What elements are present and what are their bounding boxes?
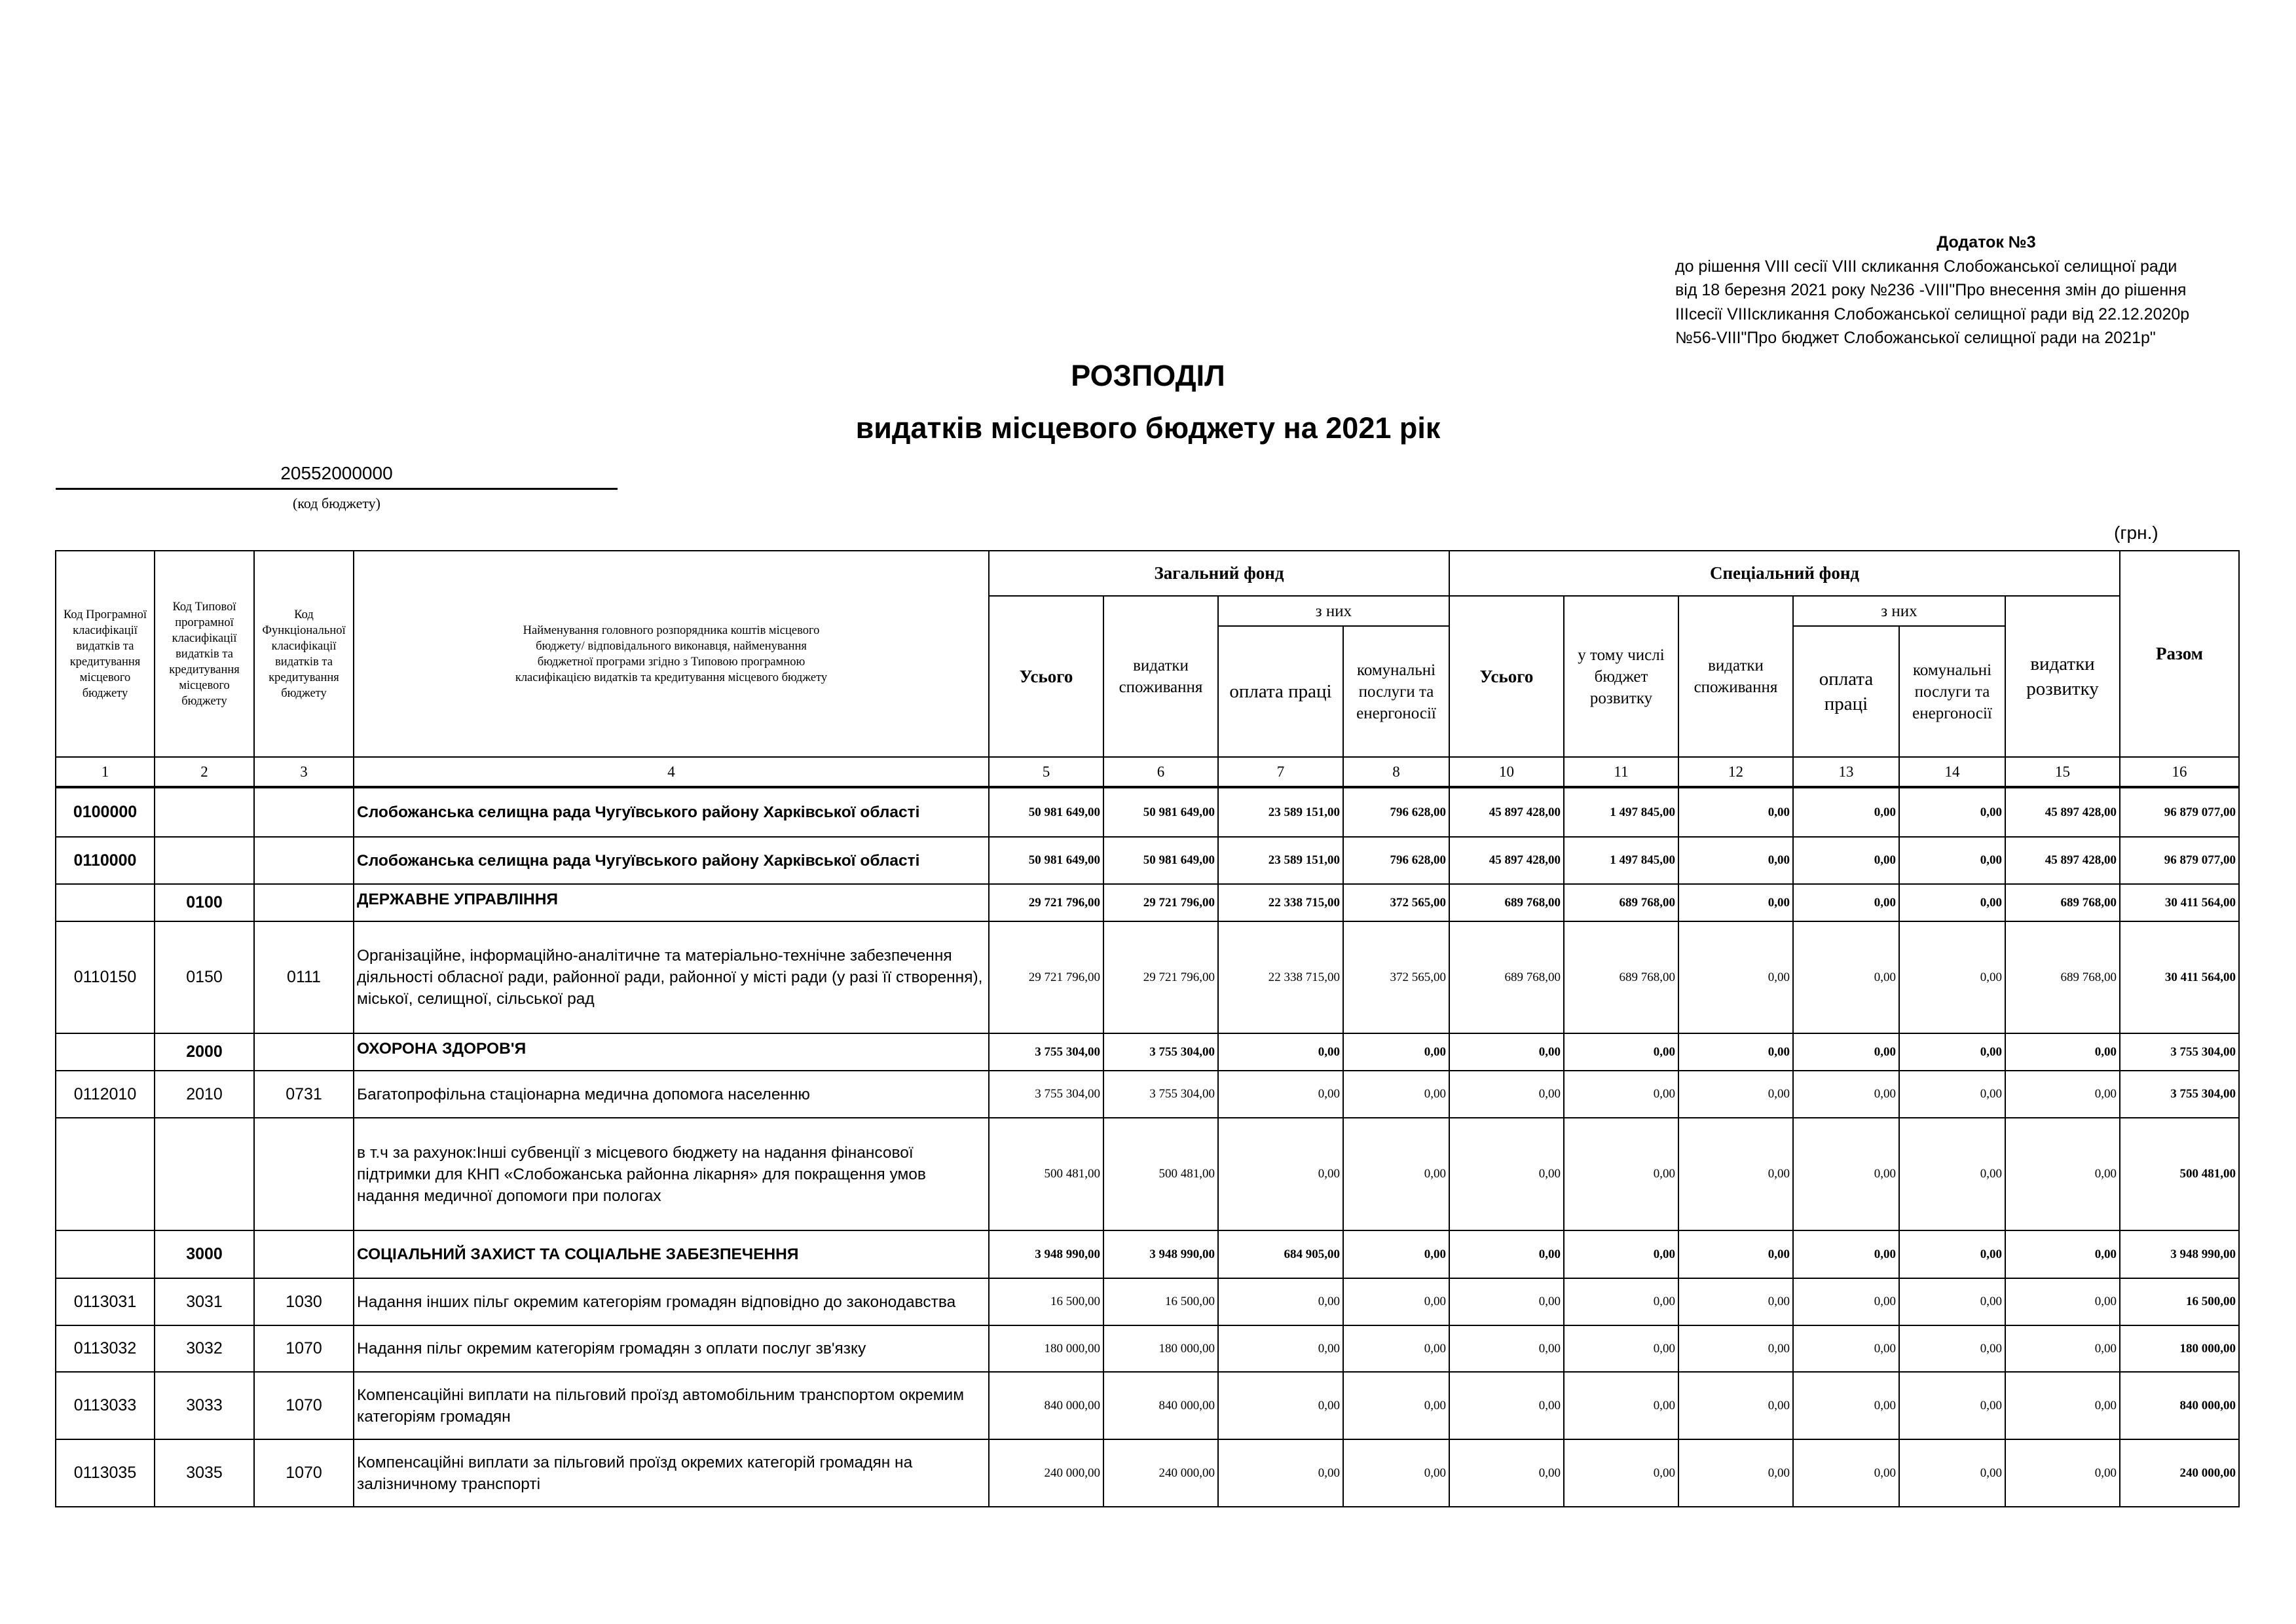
row-value: 689 768,00 bbox=[1564, 884, 1678, 921]
row-value: 0,00 bbox=[1343, 1325, 1449, 1372]
row-value: 0,00 bbox=[1793, 884, 1899, 921]
row-code-c2 bbox=[155, 1118, 254, 1230]
row-value: 0,00 bbox=[1899, 884, 2005, 921]
document-title: РОЗПОДІЛ bbox=[1071, 359, 1225, 392]
row-value: 45 897 428,00 bbox=[2005, 787, 2120, 837]
row-code-c3 bbox=[254, 1033, 354, 1071]
table-row bbox=[56, 884, 2239, 921]
row-code-c1: 0100000 bbox=[56, 787, 155, 837]
header-general-of-which: з них bbox=[1218, 596, 1449, 626]
row-value: 0,00 bbox=[2005, 1033, 2120, 1071]
row-value: 180 000,00 bbox=[1103, 1325, 1218, 1372]
row-code-c3 bbox=[254, 787, 354, 837]
row-value: 0,00 bbox=[1343, 1118, 1449, 1230]
row-value: 0,00 bbox=[1564, 1230, 1678, 1278]
header-special-total: Усього bbox=[1449, 596, 1564, 757]
row-name: Слобожанська селищна рада Чугуївського району Харківської області bbox=[354, 787, 989, 837]
row-code-c2: 3035 bbox=[155, 1439, 254, 1507]
row-value: 0,00 bbox=[1793, 1372, 1899, 1439]
header-special-budget-dev: у тому числі бюджет розвитку bbox=[1564, 596, 1678, 757]
row-value: 0,00 bbox=[1899, 1278, 2005, 1325]
row-value: 0,00 bbox=[1343, 1071, 1449, 1118]
row-total-value: 3 948 990,00 bbox=[2120, 1230, 2239, 1278]
table-row bbox=[56, 921, 2239, 1033]
row-value: 22 338 715,00 bbox=[1218, 921, 1343, 1033]
header-special-of-which: з них bbox=[1793, 596, 2005, 626]
row-value: 689 768,00 bbox=[1449, 921, 1564, 1033]
budget-table bbox=[55, 550, 2240, 1507]
table-row bbox=[56, 1325, 2239, 1372]
row-name: Слобожанська селищна рада Чугуївського району Харківської області bbox=[354, 837, 989, 884]
row-value: 0,00 bbox=[2005, 1278, 2120, 1325]
row-value: 16 500,00 bbox=[1103, 1278, 1218, 1325]
table-row bbox=[56, 1278, 2239, 1325]
row-value: 0,00 bbox=[1678, 787, 1793, 837]
row-value: 3 755 304,00 bbox=[989, 1071, 1103, 1118]
row-value: 0,00 bbox=[1218, 1325, 1343, 1372]
row-code-c1: 0113032 bbox=[56, 1325, 155, 1372]
row-value: 0,00 bbox=[1899, 1230, 2005, 1278]
row-code-c1: 0113031 bbox=[56, 1278, 155, 1325]
row-value: 0,00 bbox=[1564, 1071, 1678, 1118]
row-value: 29 721 796,00 bbox=[989, 884, 1103, 921]
row-total-value: 30 411 564,00 bbox=[2120, 921, 2239, 1033]
row-value: 684 905,00 bbox=[1218, 1230, 1343, 1278]
row-value: 0,00 bbox=[1678, 1278, 1793, 1325]
row-value: 1 497 845,00 bbox=[1564, 837, 1678, 884]
header-general-utilities: комунальні послуги та енергоносії bbox=[1343, 626, 1449, 757]
row-value: 0,00 bbox=[1564, 1439, 1678, 1507]
row-value: 0,00 bbox=[2005, 1439, 2120, 1507]
row-value: 840 000,00 bbox=[989, 1372, 1103, 1439]
row-value: 3 948 990,00 bbox=[1103, 1230, 1218, 1278]
row-value: 0,00 bbox=[2005, 1230, 2120, 1278]
row-value: 45 897 428,00 bbox=[2005, 837, 2120, 884]
row-value: 0,00 bbox=[1564, 1278, 1678, 1325]
row-value: 0,00 bbox=[1678, 837, 1793, 884]
header-general-total: Усього bbox=[989, 596, 1103, 757]
row-value: 0,00 bbox=[1218, 1033, 1343, 1071]
row-value: 23 589 151,00 bbox=[1218, 837, 1343, 884]
row-value: 45 897 428,00 bbox=[1449, 837, 1564, 884]
column-number: 12 bbox=[1678, 757, 1793, 787]
row-total-value: 3 755 304,00 bbox=[2120, 1033, 2239, 1071]
table-row bbox=[56, 787, 2239, 837]
row-value: 0,00 bbox=[1343, 1439, 1449, 1507]
header-special-consumption: видатки споживання bbox=[1678, 596, 1793, 757]
row-value: 0,00 bbox=[1793, 1118, 1899, 1230]
column-number: 14 bbox=[1899, 757, 2005, 787]
annex-line: №56-VIII"Про бюджет Слобожанської селищної ради на 2021р" bbox=[1675, 329, 2156, 347]
row-value: 372 565,00 bbox=[1343, 921, 1449, 1033]
row-total-value: 500 481,00 bbox=[2120, 1118, 2239, 1230]
column-number: 1 bbox=[56, 757, 155, 787]
row-value: 22 338 715,00 bbox=[1218, 884, 1343, 921]
row-code-c3: 1070 bbox=[254, 1439, 354, 1507]
column-number: 10 bbox=[1449, 757, 1564, 787]
budget-code-label: (код бюджету) bbox=[293, 495, 380, 511]
row-value: 0,00 bbox=[1218, 1372, 1343, 1439]
row-code-c1 bbox=[56, 884, 155, 921]
row-total-value: 240 000,00 bbox=[2120, 1439, 2239, 1507]
row-value: 0,00 bbox=[1793, 1278, 1899, 1325]
row-value: 372 565,00 bbox=[1343, 884, 1449, 921]
row-value: 0,00 bbox=[1218, 1071, 1343, 1118]
row-value: 796 628,00 bbox=[1343, 787, 1449, 837]
row-code-c1 bbox=[56, 1230, 155, 1278]
row-value: 0,00 bbox=[1678, 1118, 1793, 1230]
row-total-value: 96 879 077,00 bbox=[2120, 787, 2239, 837]
row-value: 0,00 bbox=[1899, 1325, 2005, 1372]
row-code-c2: 0100 bbox=[155, 884, 254, 921]
row-code-c3 bbox=[254, 837, 354, 884]
row-value: 0,00 bbox=[1678, 1372, 1793, 1439]
row-total-value: 3 755 304,00 bbox=[2120, 1071, 2239, 1118]
row-value: 3 948 990,00 bbox=[989, 1230, 1103, 1278]
row-value: 23 589 151,00 bbox=[1218, 787, 1343, 837]
row-value: 0,00 bbox=[1449, 1325, 1564, 1372]
row-value: 0,00 bbox=[1899, 1439, 2005, 1507]
header-grand-total: Разом bbox=[2120, 551, 2239, 757]
column-number: 16 bbox=[2120, 757, 2239, 787]
row-code-c3: 0731 bbox=[254, 1071, 354, 1118]
row-code-c1: 0113033 bbox=[56, 1372, 155, 1439]
row-value: 0,00 bbox=[1678, 884, 1793, 921]
row-name: ОХОРОНА ЗДОРОВ'Я bbox=[354, 1033, 989, 1071]
row-name: Компенсаційні виплати на пільговий проїзд автомобільним транспортом окремим категоріям громадян bbox=[354, 1372, 989, 1439]
row-code-c1 bbox=[56, 1118, 155, 1230]
row-value: 240 000,00 bbox=[989, 1439, 1103, 1507]
row-value: 0,00 bbox=[2005, 1071, 2120, 1118]
row-value: 0,00 bbox=[1449, 1118, 1564, 1230]
row-code-c2: 3032 bbox=[155, 1325, 254, 1372]
row-code-c2 bbox=[155, 837, 254, 884]
column-number: 4 bbox=[354, 757, 989, 787]
column-number: 8 bbox=[1343, 757, 1449, 787]
row-value: 0,00 bbox=[1899, 787, 2005, 837]
row-total-value: 180 000,00 bbox=[2120, 1325, 2239, 1372]
row-name: Компенсаційні виплати за пільговий проїзд окремих категорій громадян на залізничному транспорті bbox=[354, 1439, 989, 1507]
annex-line: IIIсесії VIIIскликання Слобожанської селищної ради від 22.12.2020р bbox=[1675, 304, 2190, 323]
row-name: Надання інших пільг окремим категоріям громадян відповідно до законодавства bbox=[354, 1278, 989, 1325]
row-value: 0,00 bbox=[1678, 1439, 1793, 1507]
row-value: 0,00 bbox=[2005, 1372, 2120, 1439]
row-value: 3 755 304,00 bbox=[1103, 1033, 1218, 1071]
row-value: 50 981 649,00 bbox=[1103, 787, 1218, 837]
row-value: 3 755 304,00 bbox=[1103, 1071, 1218, 1118]
annex-line: до рішення VIII сесії VIII скликання Слобожанської селищної ради bbox=[1675, 257, 2177, 276]
row-code-c3 bbox=[254, 1118, 354, 1230]
row-value: 3 755 304,00 bbox=[989, 1033, 1103, 1071]
row-value: 0,00 bbox=[1564, 1033, 1678, 1071]
row-value: 0,00 bbox=[1449, 1033, 1564, 1071]
header-program-code: Код Програмної класифікації видатків та кредитування місцевого бюджету bbox=[56, 551, 155, 757]
annex-title: Додаток №3 bbox=[1936, 233, 2036, 251]
row-value: 840 000,00 bbox=[1103, 1372, 1218, 1439]
row-name: Багатопрофільна стаціонарна медична допомога населенню bbox=[354, 1071, 989, 1118]
row-code-c3 bbox=[254, 1230, 354, 1278]
row-value: 240 000,00 bbox=[1103, 1439, 1218, 1507]
document-subtitle: видатків місцевого бюджету на 2021 рік bbox=[855, 411, 1441, 445]
row-value: 689 768,00 bbox=[2005, 921, 2120, 1033]
column-number: 6 bbox=[1103, 757, 1218, 787]
row-value: 0,00 bbox=[1449, 1230, 1564, 1278]
row-code-c1: 0110000 bbox=[56, 837, 155, 884]
row-value: 50 981 649,00 bbox=[989, 837, 1103, 884]
table-row bbox=[56, 1033, 2239, 1071]
row-value: 0,00 bbox=[1899, 1118, 2005, 1230]
row-value: 50 981 649,00 bbox=[1103, 837, 1218, 884]
row-value: 0,00 bbox=[1793, 1033, 1899, 1071]
row-value: 0,00 bbox=[1678, 1071, 1793, 1118]
row-value: 0,00 bbox=[1564, 1325, 1678, 1372]
row-code-c1 bbox=[56, 1033, 155, 1071]
row-value: 0,00 bbox=[1218, 1278, 1343, 1325]
header-special-fund: Спеціальний фонд bbox=[1449, 551, 2120, 596]
table-row bbox=[56, 1071, 2239, 1118]
row-value: 0,00 bbox=[1449, 1372, 1564, 1439]
row-code-c3: 1030 bbox=[254, 1278, 354, 1325]
row-value: 0,00 bbox=[1449, 1071, 1564, 1118]
row-name: ДЕРЖАВНЕ УПРАВЛІННЯ bbox=[354, 884, 989, 921]
row-total-value: 30 411 564,00 bbox=[2120, 884, 2239, 921]
column-number: 13 bbox=[1793, 757, 1899, 787]
annex-block bbox=[1675, 231, 2212, 350]
row-value: 0,00 bbox=[1678, 921, 1793, 1033]
row-value: 0,00 bbox=[1343, 1230, 1449, 1278]
row-value: 0,00 bbox=[1564, 1118, 1678, 1230]
row-value: 689 768,00 bbox=[2005, 884, 2120, 921]
row-value: 50 981 649,00 bbox=[989, 787, 1103, 837]
row-code-c2: 2000 bbox=[155, 1033, 254, 1071]
header-general-consumption: видатки споживання bbox=[1103, 596, 1218, 757]
header-special-utilities: комунальні послуги та енергоносії bbox=[1899, 626, 2005, 757]
row-code-c3: 0111 bbox=[254, 921, 354, 1033]
row-name: Надання пільг окремим категоріям громадян з оплати послуг зв'язку bbox=[354, 1325, 989, 1372]
table-row bbox=[56, 837, 2239, 884]
row-value: 0,00 bbox=[1899, 837, 2005, 884]
header-special-salary: оплата праці bbox=[1793, 626, 1899, 757]
row-code-c2 bbox=[155, 787, 254, 837]
row-value: 180 000,00 bbox=[989, 1325, 1103, 1372]
header-typical-program-code: Код Типової програмної класифікації видатків та кредитування місцевого бюджету bbox=[155, 551, 254, 757]
column-number: 7 bbox=[1218, 757, 1343, 787]
table-row bbox=[56, 1118, 2239, 1230]
row-value: 0,00 bbox=[1678, 1230, 1793, 1278]
header-general-salary: оплата праці bbox=[1218, 626, 1343, 757]
row-code-c2: 3000 bbox=[155, 1230, 254, 1278]
header-name: Найменування головного розпорядника коштів місцевого бюджету/ відповідального виконавця, найменування бюджетної програми згідно з Типовою програмною класифікацією видатків та кредитування місцевого бюджету bbox=[354, 551, 989, 757]
currency-unit: (грн.) bbox=[2114, 523, 2158, 543]
table-row bbox=[56, 1230, 2239, 1278]
row-value: 0,00 bbox=[1793, 1439, 1899, 1507]
row-name: Організаційне, інформаційно-аналітичне та матеріально-технічне забезпечення діяльності обласної ради, районної ради, районної у місті ради (у разі її створення), міської, селищної, сільської рад bbox=[354, 921, 989, 1033]
row-value: 0,00 bbox=[1793, 1071, 1899, 1118]
row-value: 0,00 bbox=[1899, 921, 2005, 1033]
row-code-c2: 2010 bbox=[155, 1071, 254, 1118]
column-number: 2 bbox=[155, 757, 254, 787]
row-code-c1: 0112010 bbox=[56, 1071, 155, 1118]
row-value: 0,00 bbox=[2005, 1325, 2120, 1372]
row-value: 0,00 bbox=[1678, 1325, 1793, 1372]
header-general-fund: Загальний фонд bbox=[989, 551, 1449, 596]
row-total-value: 96 879 077,00 bbox=[2120, 837, 2239, 884]
row-value: 0,00 bbox=[1218, 1439, 1343, 1507]
row-value: 0,00 bbox=[1793, 1230, 1899, 1278]
annex-line: від 18 березня 2021 року №236 -VIII"Про внесення змін до рішення bbox=[1675, 281, 2187, 299]
row-value: 0,00 bbox=[1899, 1033, 2005, 1071]
row-value: 0,00 bbox=[1793, 787, 1899, 837]
row-value: 0,00 bbox=[1343, 1278, 1449, 1325]
row-code-c3: 1070 bbox=[254, 1372, 354, 1439]
table-row bbox=[56, 1439, 2239, 1507]
row-value: 0,00 bbox=[1793, 837, 1899, 884]
row-code-c3: 1070 bbox=[254, 1325, 354, 1372]
row-value: 1 497 845,00 bbox=[1564, 787, 1678, 837]
row-name: в т.ч за рахунок:Інші субвенції з місцевого бюджету на надання фінансової підтримки для КНП «Слобожанська районна лікарня» для покращення умов надання медичної допомоги при пологах bbox=[354, 1118, 989, 1230]
budget-code-underline bbox=[56, 488, 618, 490]
budget-code: 20552000000 bbox=[280, 463, 393, 483]
row-value: 0,00 bbox=[1899, 1372, 2005, 1439]
row-value: 0,00 bbox=[2005, 1118, 2120, 1230]
header-special-development: видатки розвитку bbox=[2005, 596, 2120, 757]
row-value: 0,00 bbox=[1449, 1439, 1564, 1507]
row-value: 29 721 796,00 bbox=[989, 921, 1103, 1033]
row-value: 0,00 bbox=[1793, 1325, 1899, 1372]
row-value: 689 768,00 bbox=[1449, 884, 1564, 921]
row-code-c1: 0113035 bbox=[56, 1439, 155, 1507]
row-value: 16 500,00 bbox=[989, 1278, 1103, 1325]
column-number: 11 bbox=[1564, 757, 1678, 787]
row-value: 29 721 796,00 bbox=[1103, 884, 1218, 921]
row-total-value: 840 000,00 bbox=[2120, 1372, 2239, 1439]
row-total-value: 16 500,00 bbox=[2120, 1278, 2239, 1325]
row-value: 500 481,00 bbox=[1103, 1118, 1218, 1230]
row-value: 0,00 bbox=[1343, 1033, 1449, 1071]
column-number: 15 bbox=[2005, 757, 2120, 787]
row-value: 0,00 bbox=[1449, 1278, 1564, 1325]
row-code-c2: 3031 bbox=[155, 1278, 254, 1325]
row-value: 0,00 bbox=[1678, 1033, 1793, 1071]
row-value: 689 768,00 bbox=[1564, 921, 1678, 1033]
row-value: 0,00 bbox=[1218, 1118, 1343, 1230]
row-value: 0,00 bbox=[1899, 1071, 2005, 1118]
row-code-c2: 3033 bbox=[155, 1372, 254, 1439]
column-number: 5 bbox=[989, 757, 1103, 787]
header-functional-code: Код Функціональної класифікації видатків та кредитування бюджету bbox=[254, 551, 354, 757]
row-value: 45 897 428,00 bbox=[1449, 787, 1564, 837]
row-code-c2: 0150 bbox=[155, 921, 254, 1033]
row-value: 0,00 bbox=[1564, 1372, 1678, 1439]
column-number: 3 bbox=[254, 757, 354, 787]
row-value: 0,00 bbox=[1793, 921, 1899, 1033]
row-name: СОЦІАЛЬНИЙ ЗАХИСТ ТА СОЦІАЛЬНЕ ЗАБЕЗПЕЧЕННЯ bbox=[354, 1230, 989, 1278]
row-value: 500 481,00 bbox=[989, 1118, 1103, 1230]
row-value: 29 721 796,00 bbox=[1103, 921, 1218, 1033]
row-value: 0,00 bbox=[1343, 1372, 1449, 1439]
row-code-c1: 0110150 bbox=[56, 921, 155, 1033]
row-value: 796 628,00 bbox=[1343, 837, 1449, 884]
row-code-c3 bbox=[254, 884, 354, 921]
table-row bbox=[56, 1372, 2239, 1439]
